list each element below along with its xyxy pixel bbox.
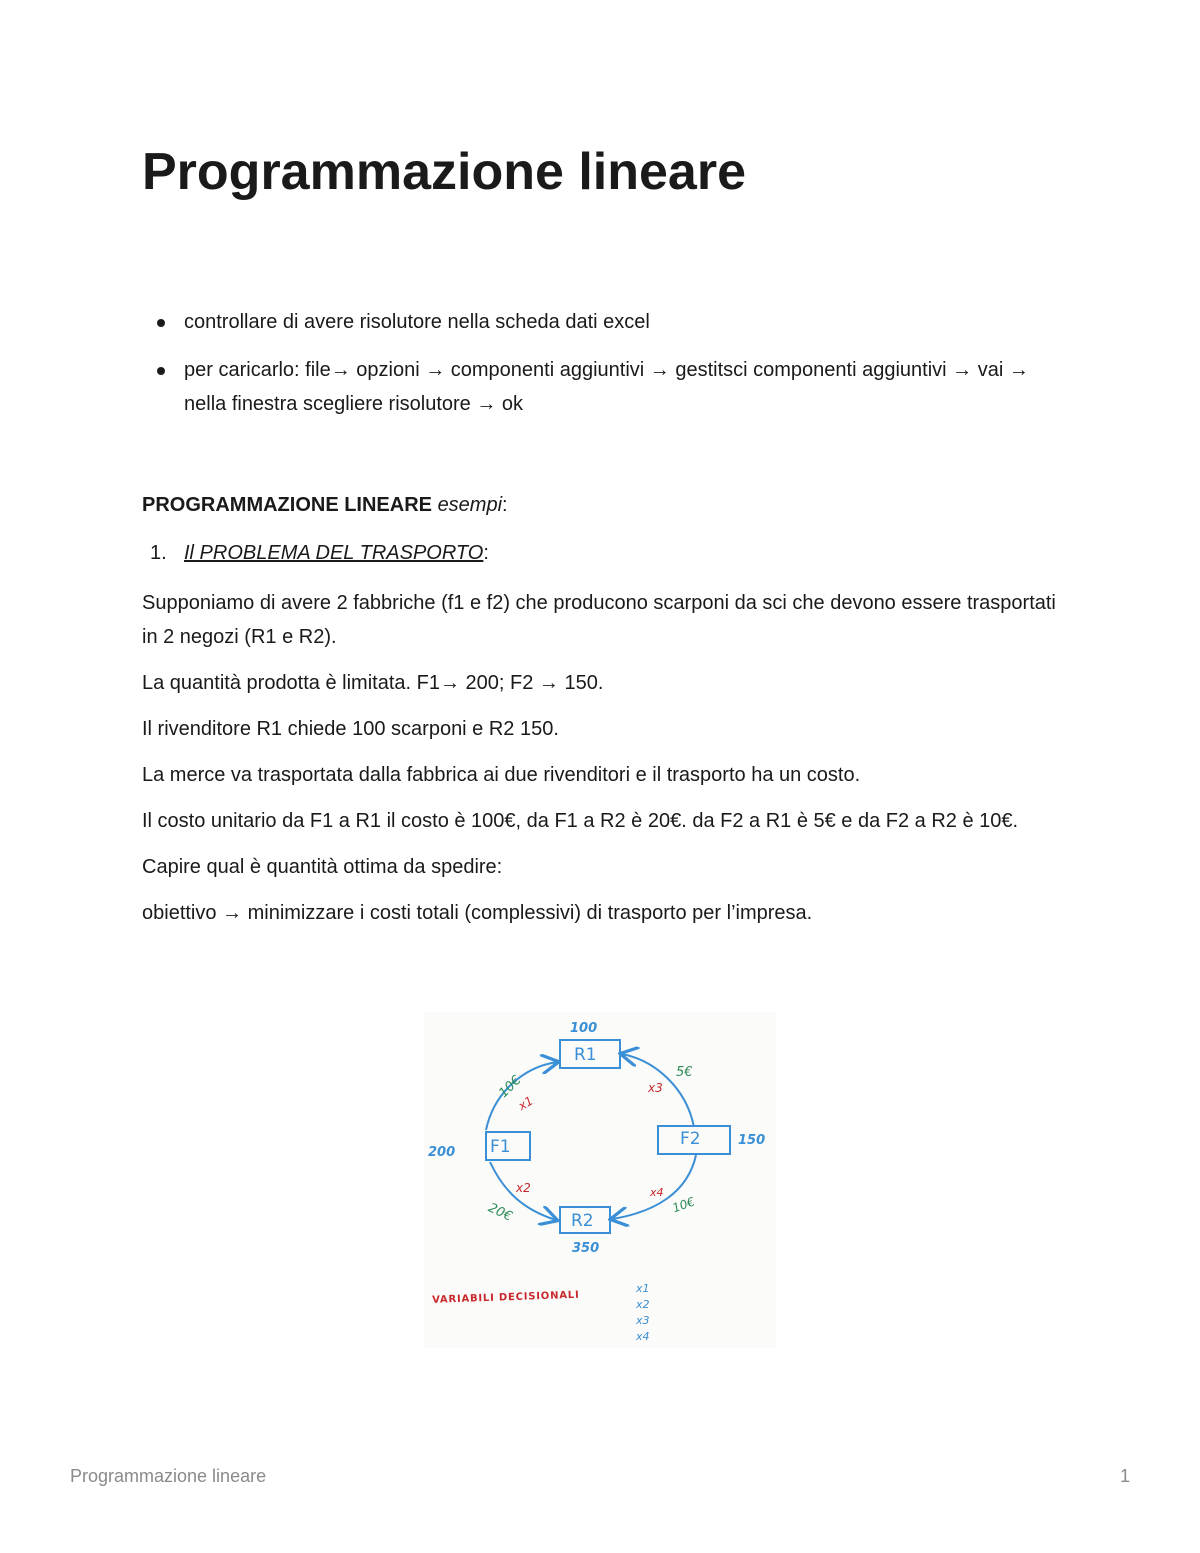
numbered-item bbox=[142, 538, 489, 568]
paragraph: La merce va trasportata dalla fabbrica ai due rivenditori e il trasporto ha un costo. bbox=[142, 764, 861, 786]
node-f1-label: F1 bbox=[490, 1137, 511, 1157]
variable-f2-r2: x4 bbox=[650, 1186, 664, 1199]
section-heading-italic: esempi bbox=[437, 494, 503, 516]
cost-f2-r1: 5€ bbox=[676, 1065, 693, 1080]
paragraph: Capire qual è quantità ottima da spedire: bbox=[142, 856, 503, 878]
variable-f1-r1: x1 bbox=[515, 1093, 536, 1114]
legend-var: x3 bbox=[636, 1314, 650, 1327]
footer-title: Programmazione lineare bbox=[70, 1466, 267, 1486]
footer-page-number: 1 bbox=[1119, 1466, 1130, 1486]
legend-var: x1 bbox=[636, 1282, 650, 1295]
list-item bbox=[142, 353, 1042, 421]
legend-var: x4 bbox=[636, 1330, 650, 1343]
bullet-dot bbox=[157, 367, 165, 375]
bullet-text: per caricarlo: file→ opzioni → componenti aggiuntivi → gestitsci componenti aggiuntivi → vai → nella finestra scegliere risolutore → ok bbox=[184, 359, 1029, 415]
paragraph: Supponiamo di avere 2 fabbriche (f1 e f2) che producono scarponi da sci che devono essere trasportati in 2 negozi (R1 e R2). bbox=[142, 592, 1056, 648]
node-f2-label: F2 bbox=[680, 1129, 701, 1149]
paragraph: Il rivenditore R1 chiede 100 scarponi e R2 150. bbox=[142, 718, 559, 740]
section-heading bbox=[142, 490, 508, 520]
page-title: Programmazione lineare bbox=[142, 143, 746, 201]
bullet-text: controllare di avere risolutore nella scheda dati excel bbox=[184, 311, 650, 333]
list-item bbox=[142, 305, 1042, 339]
cost-f1-r1: 10€ bbox=[496, 1072, 525, 1101]
body-text bbox=[142, 586, 1062, 942]
section-heading-bold: PROGRAMMAZIONE LINEARE bbox=[142, 494, 432, 516]
cost-f1-r2: 20€ bbox=[485, 1200, 515, 1225]
cost-f2-r2: 10€ bbox=[670, 1194, 697, 1216]
node-r2-label: R2 bbox=[571, 1211, 594, 1231]
paragraph: La quantità prodotta è limitata. F1→ 200; F2 → 150. bbox=[142, 672, 604, 694]
transport-diagram-svg bbox=[424, 1012, 776, 1348]
bullet-dot bbox=[157, 319, 165, 327]
paragraph: obiettivo → minimizzare i costi totali (complessivi) di trasporto per l’impresa. bbox=[142, 902, 813, 924]
variable-f2-r1: x3 bbox=[648, 1081, 663, 1095]
bullet-list bbox=[142, 305, 1042, 435]
quantity-f1: 200 bbox=[428, 1145, 456, 1160]
transport-diagram bbox=[424, 1012, 776, 1348]
legend-var: x2 bbox=[636, 1298, 650, 1311]
quantity-f2: 150 bbox=[738, 1133, 766, 1148]
section-heading-suffix: : bbox=[502, 494, 508, 516]
variable-f1-r2: x2 bbox=[516, 1181, 531, 1195]
quantity-r2: 350 bbox=[572, 1241, 600, 1256]
quantity-r1: 100 bbox=[570, 1021, 598, 1036]
legend-label: VARIABILI DECISIONALI bbox=[431, 1289, 580, 1306]
paragraph: Il costo unitario da F1 a R1 il costo è 100€, da F1 a R2 è 20€. da F2 a R1 è 5€ e da F2 a R2 è 10€. bbox=[142, 810, 1019, 832]
numbered-item-suffix: : bbox=[483, 542, 489, 564]
numbered-item-label: Il PROBLEMA DEL TRASPORTO bbox=[184, 542, 484, 564]
numbered-item-number: 1. bbox=[150, 542, 167, 564]
node-r1-label: R1 bbox=[574, 1045, 597, 1065]
edge-f1-r1 bbox=[486, 1062, 557, 1130]
